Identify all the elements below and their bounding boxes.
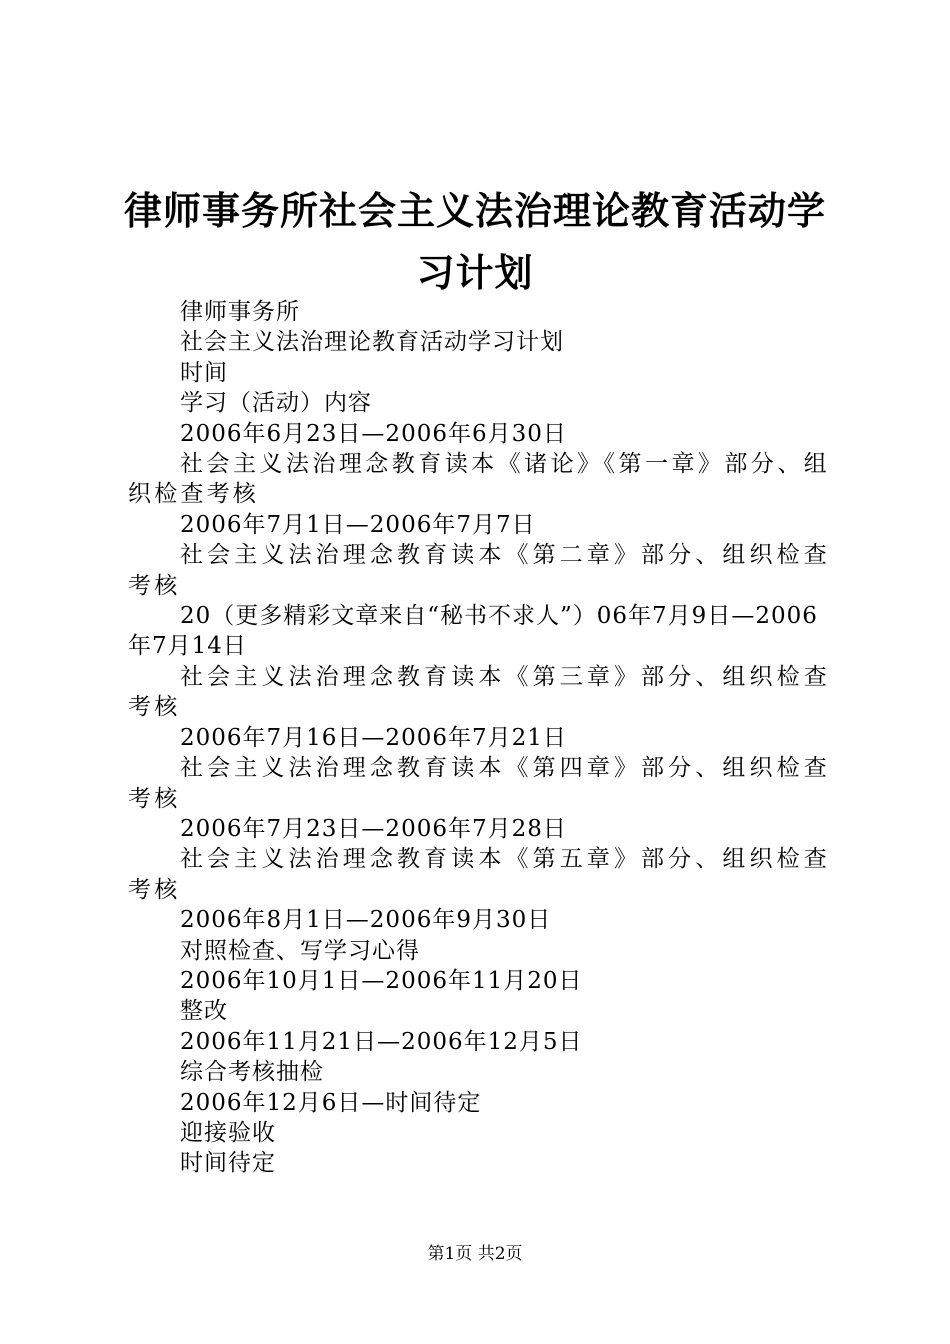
paragraph: 学习（活动）内容: [180, 390, 372, 417]
paragraph: 对照检查、写学习心得: [180, 937, 420, 964]
paragraph: 2006年11月21日—2006年12月5日: [180, 1028, 583, 1055]
paragraph: 社会主义法治理论教育活动学习计划: [180, 329, 564, 356]
paragraph: 2006年7月16日—2006年7月21日: [180, 724, 567, 751]
paragraph: 律师事务所: [180, 299, 300, 325]
paragraph: 社会主义法治理念教育读本《第三章》部分、组织检查考核: [128, 663, 830, 721]
paragraph: 迎接验收: [180, 1119, 276, 1146]
paragraph: 2006年12月6日—时间待定: [180, 1089, 482, 1116]
paragraph: 2006年7月23日—2006年7月28日: [180, 815, 567, 842]
paragraph: 2006年10月1日—2006年11月20日: [180, 967, 583, 994]
paragraph: 综合考核抽检: [180, 1059, 324, 1086]
paragraph: 社会主义法治理念教育读本《诸论》《第一章》部分、组织检查考核: [128, 451, 830, 508]
page-indicator: 第1页 共2页: [427, 1244, 523, 1264]
paragraph: 2006年7月1日—2006年7月7日: [180, 511, 536, 538]
paragraph: 20（更多精彩文章来自“秘书不求人”）06年7月9日—2006年7月14日: [128, 603, 818, 660]
document-body: [128, 297, 830, 1179]
paragraph: 2006年8月1日—2006年9月30日: [180, 907, 552, 934]
paragraph: 社会主义法治理念教育读本《第四章》部分、组织检查考核: [128, 755, 830, 812]
document-title: 律师事务所社会主义法治理论教育活动学习计划: [123, 188, 826, 295]
paragraph: 时间: [180, 359, 228, 386]
paragraph: 整改: [180, 998, 228, 1025]
paragraph: 社会主义法治理念教育读本《第二章》部分、组织检查考核: [128, 542, 830, 599]
paragraph: 时间待定: [180, 1150, 276, 1177]
paragraph: 2006年6月23日—2006年6月30日: [180, 420, 567, 447]
paragraph: 社会主义法治理念教育读本《第五章》部分、组织检查考核: [128, 846, 830, 903]
